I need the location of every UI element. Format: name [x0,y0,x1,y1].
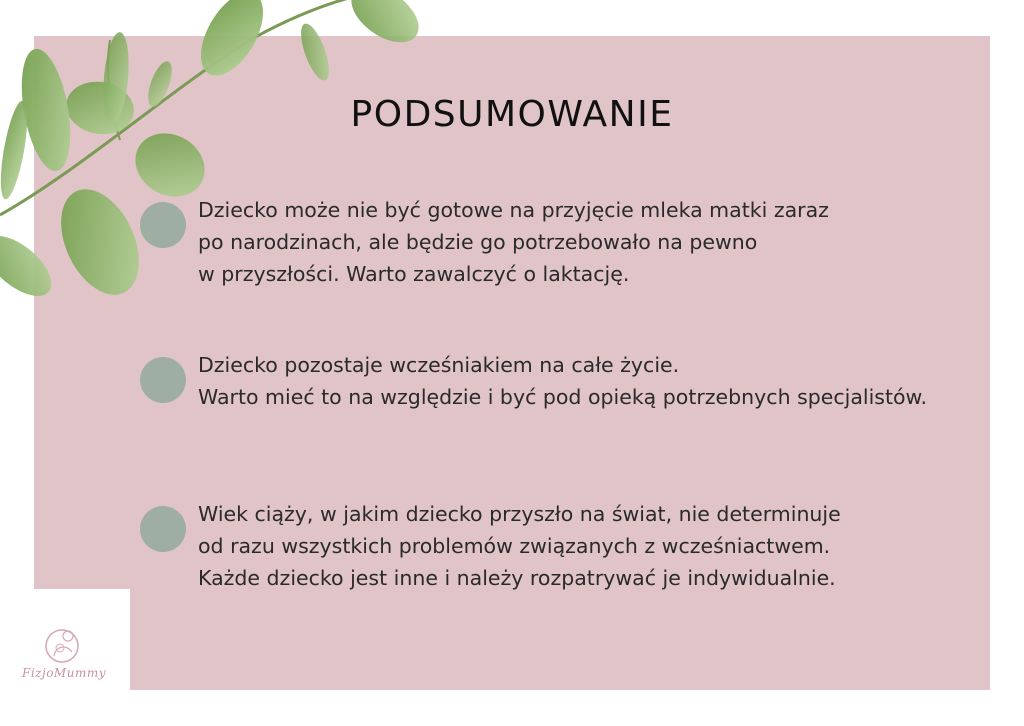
bullet-circle-icon [140,357,186,403]
logo-wordmark: FizjoMummy [22,666,106,680]
bullet-circle-icon [140,506,186,552]
summary-item-text: Dziecko może nie być gotowe na przyjęcie mleka matki zaraz po narodzinach, ale będzie go potrzebowało na pewno w przyszłości. Warto zawalczyć o laktację. [198,198,829,286]
summary-item-text: Dziecko pozostaje wcześniakiem na całe życie. Warto mieć to na względzie i być pod opieką potrzebnych specjalistów. [198,353,927,409]
page-title: PODSUMOWANIE [350,94,674,135]
bullet-circle-icon [140,202,186,248]
fizjomummy-logo-icon [20,618,120,692]
summary-item-text: Wiek ciąży, w jakim dziecko przyszło na świat, nie determinuje od razu wszystkich problemów związanych z wcześniactwem. Każde dziecko jest inne i należy rozpatrywać je indywidualnie. [198,502,841,590]
